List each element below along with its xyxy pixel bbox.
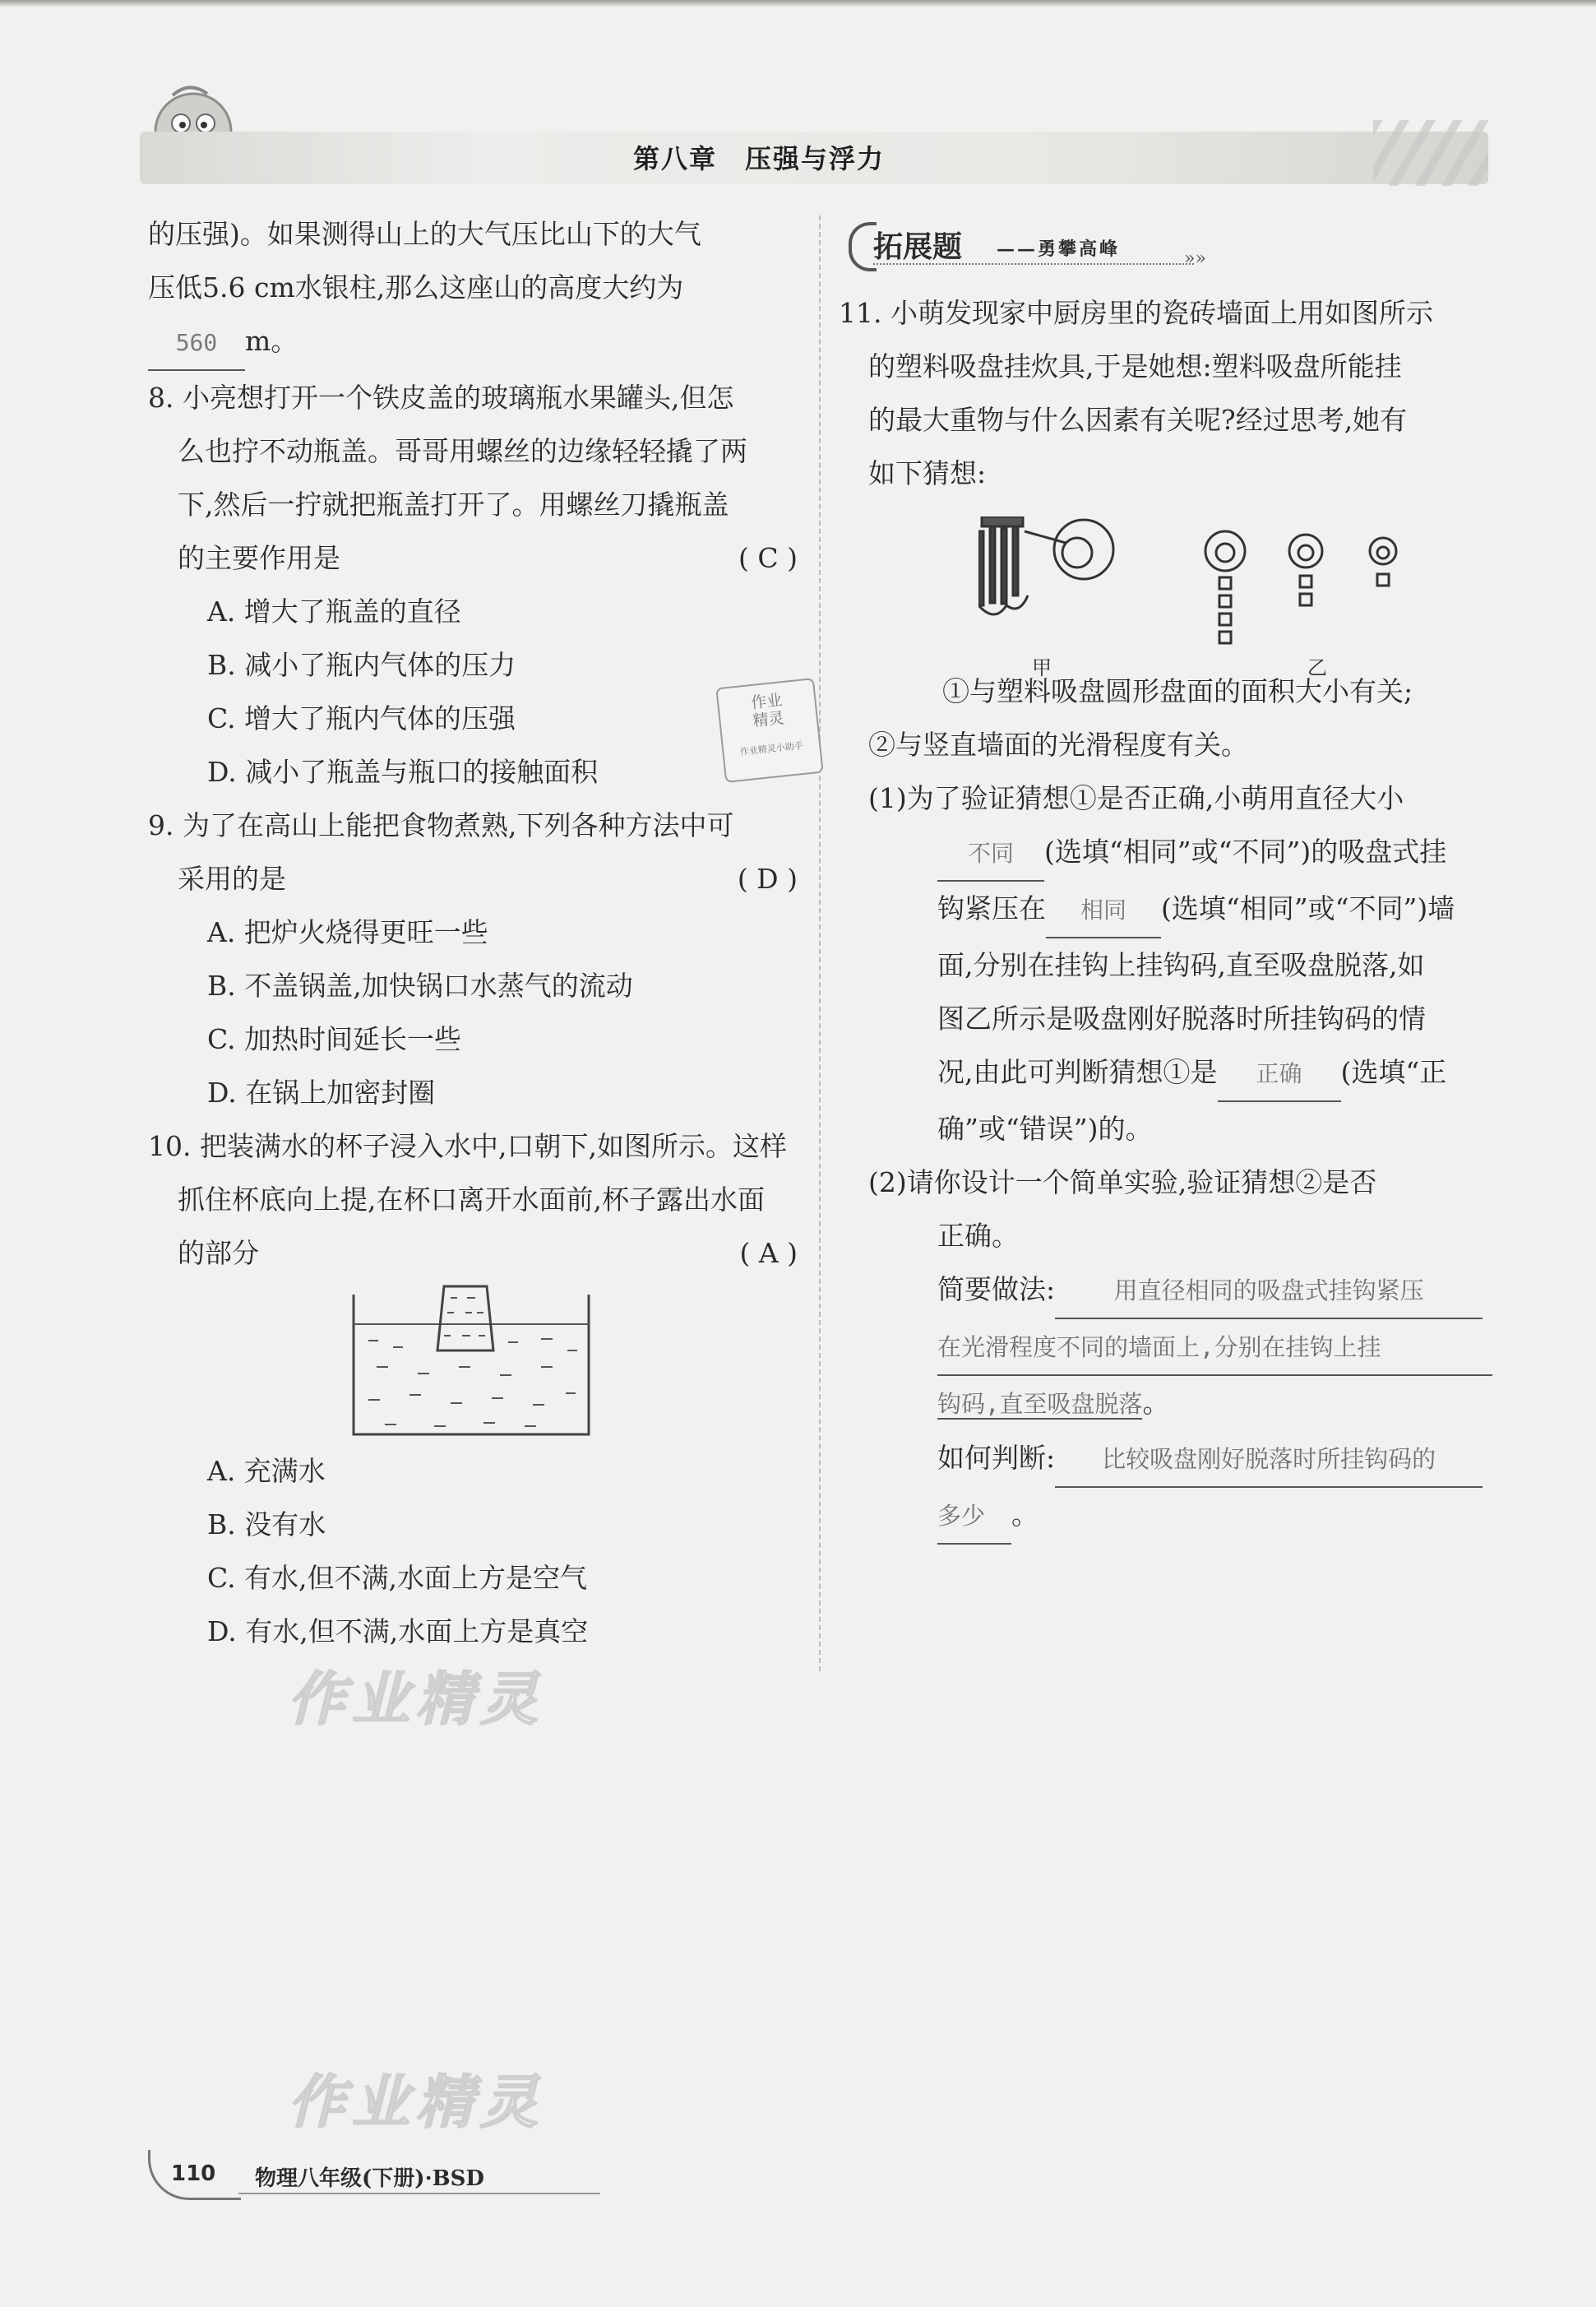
q8-option-c: C. 增大了瓶内气体的压强: [207, 702, 516, 734]
right-column: [839, 286, 1497, 1545]
cup-in-water-figure: [352, 1285, 599, 1441]
q11-part1-line-1: (1)为了验证猜想①是否正确,小萌用直径大小: [868, 782, 1404, 814]
q11-part2-line-2: 正确。: [937, 1220, 1019, 1252]
q10-option-c: C. 有水,但不满,水面上方是空气: [207, 1562, 588, 1594]
book-title: 物理八年级(下册)·BSD: [255, 2166, 484, 2191]
chevron-right-icon: »»: [1184, 248, 1206, 269]
q7-answer-line: [148, 314, 798, 371]
q11-part1-line-3: [839, 882, 1497, 938]
q11-part1-line-6b: (选填“正: [1340, 1056, 1447, 1088]
q11-part1-line-6: [839, 1045, 1497, 1102]
extension-rule: [873, 263, 1194, 265]
q11-judge-end: 。: [1011, 1499, 1039, 1531]
q7-line-2: 压低5.6 cm水银柱,那么这座山的高度大约为: [148, 271, 684, 303]
q11-method-line-2: [839, 1319, 1497, 1376]
stamp-line-1: 作业: [750, 691, 784, 713]
q11-method-answer-3: 钩码,直至吸盘脱落: [937, 1390, 1143, 1418]
q9-option-a: A. 把炉火烧得更旺一些: [207, 916, 488, 948]
q9-stem-2-text: 采用的是: [178, 863, 286, 895]
q11-part1-line-3b: (选填“相同”或“不同”)墙: [1161, 892, 1455, 924]
q11-part1-line-3a: 钩紧压在: [937, 892, 1046, 924]
q11-judge-answer-2: 多少: [937, 1489, 1011, 1545]
column-divider: [819, 215, 821, 1671]
q9-stem-2: [148, 852, 798, 906]
q9-option-d: D. 在锅上加密封圈: [207, 1077, 436, 1109]
q11-judge-line-2: [839, 1488, 1497, 1545]
q11-method-answer-2: 在光滑程度不同的墙面上,分别在挂钩上挂: [937, 1321, 1492, 1376]
figure-label-b: 乙: [1307, 656, 1327, 679]
q9-option-b: B. 不盖锅盖,加快锅口水蒸气的流动: [207, 970, 633, 1002]
extension-bracket-icon: [849, 222, 877, 271]
q10-stem-3: [148, 1226, 798, 1280]
q11-stem-2: 的塑料吸盘挂炊具,于是她想:塑料吸盘所能挂: [868, 350, 1402, 382]
q11-guess-1: ①与塑料吸盘圆形盘面的面积大小有关;: [942, 675, 1413, 707]
q10-option-d: D. 有水,但不满,水面上方是真空: [207, 1615, 589, 1647]
chapter-header: [140, 115, 1488, 196]
q8-stem-1: 8. 小亮想打开一个铁皮盖的玻璃瓶水果罐头,但怎: [148, 382, 734, 414]
q9-option-c: C. 加热时间延长一些: [207, 1023, 462, 1055]
figure-a-utensils: [978, 517, 1028, 614]
q8-option-a: A. 增大了瓶盖的直径: [207, 595, 461, 628]
q11-part1-line-4: 面,分别在挂钩上挂钩码,直至吸盘脱落,如: [937, 949, 1425, 981]
q11-judge-line-1: [839, 1431, 1497, 1488]
q8-stem-3: 下,然后一拧就把瓶盖打开了。用螺丝刀撬瓶盖: [178, 489, 729, 521]
q11-part1-line-2-text: (选填“相同”或“不同”)的吸盘式挂: [1044, 836, 1447, 868]
q9-answer: ( D ): [737, 863, 798, 895]
q8-stem-4-text: 的主要作用是: [178, 542, 340, 574]
q7-unit: m。: [245, 325, 298, 357]
q10-stem-2: 抓住杯底向上提,在杯口离开水面前,杯子露出水面: [178, 1184, 765, 1216]
q10-stem-3-text: 的部分: [178, 1237, 259, 1269]
figure-b-suction-cups: [1205, 531, 1396, 643]
q11-method-end: 。: [1142, 1387, 1170, 1419]
q11-stem-3: 的最大重物与什么因素有关呢?经过思考,她有: [868, 404, 1408, 436]
q11-method-answer-1: 用直径相同的吸盘式挂钩紧压: [1055, 1264, 1483, 1319]
q11-blank-2: 相同: [1046, 883, 1161, 938]
q11-part1-line-5: 图乙所示是吸盘刚好脱落时所挂钩码的情: [937, 1003, 1426, 1035]
stamp-line-3: 作业精灵小助手: [739, 739, 804, 757]
top-edge: [0, 0, 1596, 7]
q11-judge-answer-1: 比较吸盘刚好脱落时所挂钩码的: [1055, 1433, 1483, 1488]
q9-stem-1: 9. 为了在高山上能把食物煮熟,下列各种方法中可: [148, 809, 734, 841]
extension-title: 拓展题: [873, 230, 963, 264]
q8-stem-2: 么也拧不动瓶盖。哥哥用螺丝的边缘轻轻撬了两: [178, 435, 747, 467]
q10-option-b: B. 没有水: [207, 1508, 326, 1540]
q10-answer: ( A ): [739, 1237, 798, 1269]
q10-stem-1: 10. 把装满水的杯子浸入水中,口朝下,如图所示。这样: [148, 1130, 787, 1162]
q8-answer: ( C ): [738, 542, 798, 574]
watermark: 作业精灵: [288, 1665, 544, 1733]
q11-method-label: 简要做法:: [937, 1273, 1056, 1305]
q11-part1-line-2: [839, 825, 1497, 882]
stamp-line-2: 精灵: [752, 709, 785, 730]
q11-part1-line-7: 确”或“错误”)的。: [937, 1113, 1153, 1145]
q10-option-a: A. 充满水: [207, 1455, 326, 1487]
page-number: 110: [171, 2161, 216, 2186]
footer-rule: [238, 2193, 600, 2194]
chapter-title: 第八章 压强与浮力: [633, 143, 886, 174]
q11-guess-2: ②与竖直墙面的光滑程度有关。: [868, 729, 1248, 761]
q7-answer-blank: 560: [148, 316, 245, 371]
q11-stem-1: 11. 小萌发现家中厨房里的瓷砖墙面上用如图所示: [839, 297, 1433, 329]
q11-blank-1: 不同: [937, 827, 1044, 882]
header-stripes: [1373, 120, 1488, 186]
q7-line-1: 的压强)。如果测得山上的大气压比山下的大气: [148, 218, 701, 250]
q11-blank-3: 正确: [1218, 1047, 1341, 1102]
q11-part2-line-1: (2)请你设计一个简单实验,验证猜想②是否: [868, 1166, 1377, 1198]
q11-stem-4: 如下猜想:: [868, 457, 987, 489]
q11-judge-label: 如何判断:: [937, 1442, 1056, 1474]
q8-stem-4: [148, 531, 798, 585]
figure-label-a: 甲: [1032, 656, 1052, 679]
extension-subtitle: ——勇攀高峰: [997, 239, 1121, 260]
watermark: 作业精灵: [288, 2068, 544, 2136]
extension-header: [840, 215, 1210, 273]
q8-option-b: B. 减小了瓶内气体的压力: [207, 649, 516, 681]
homework-elf-stamp: [715, 678, 823, 783]
q11-method-line-3: [839, 1376, 1497, 1431]
q11-part1-line-6a: 况,由此可判断猜想①是: [937, 1056, 1218, 1088]
q11-method-line-1: [839, 1262, 1497, 1319]
q8-option-d: D. 减小了瓶盖与瓶口的接触面积: [207, 756, 599, 788]
figure-a-suction-cup: [1025, 520, 1113, 579]
page-footer: [148, 2138, 608, 2196]
